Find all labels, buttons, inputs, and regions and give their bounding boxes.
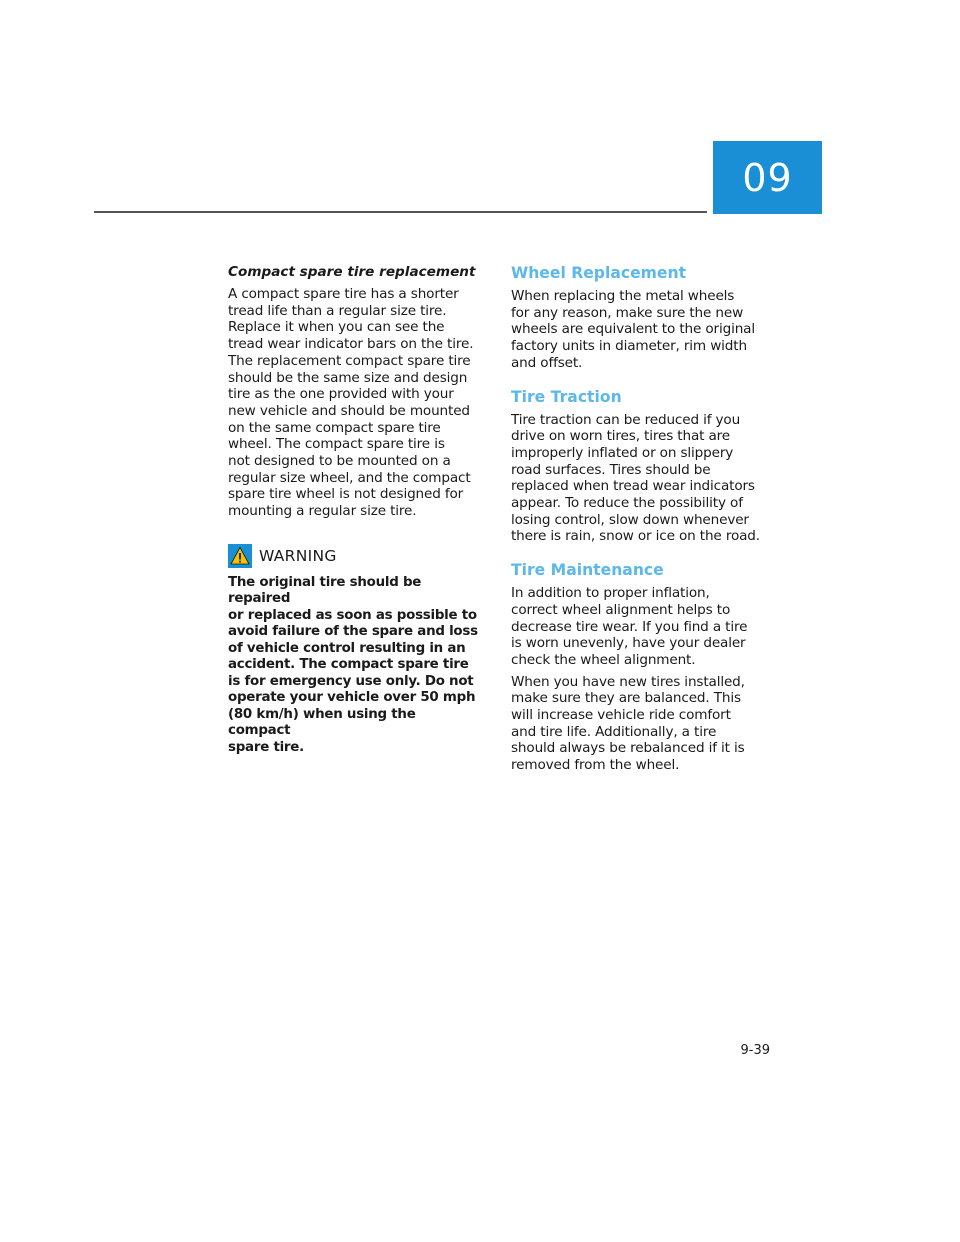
warning-header [228,544,480,568]
compact-spare-paragraph [228,286,480,520]
section-paragraph [511,674,769,774]
text-line: improperly inflated or on slippery [511,444,734,461]
text-line: Replace it when you can see the [228,319,445,336]
text-line: factory units in diameter, rim width [511,338,747,355]
left-column [228,264,480,756]
text-line: road surfaces. Tires should be [511,461,711,478]
text-line: on the same compact spare tire [228,419,441,436]
text-line: losing control, slow down whenever [511,511,749,528]
text-line: spare tire wheel is not designed for [228,486,464,503]
text-line: tread wear indicator bars on the tire. [228,336,474,353]
text-line: not designed to be mounted on a [228,453,451,470]
section-title: Wheel Replacement [511,264,687,282]
section-title: Tire Maintenance [511,561,664,580]
text-line: and offset. [511,354,583,371]
text-line: make sure they are balanced. This [511,690,741,707]
header-rule [94,211,707,213]
warning-triangle-icon [228,544,252,568]
subheading-compact-spare: Compact spare tire replacement [228,264,476,280]
text-line: for any reason, make sure the new [511,304,744,321]
text-line: spare tire. [228,739,304,755]
text-line: and tire life. Additionally, a tire [511,723,717,740]
text-line: wheels are equivalent to the original [511,321,755,338]
text-line: is for emergency use only. Do not [228,673,474,689]
text-line: avoid failure of the spare and loss [228,624,478,640]
text-line: check the wheel alignment. [511,651,696,668]
text-line: accident. The compact spare tire [228,657,469,673]
text-line: will increase vehicle ride comfort [511,707,731,724]
text-line: mounting a regular size tire. [228,503,417,520]
text-line: When you have new tires installed, [511,673,745,690]
text-line: correct wheel alignment helps to [511,601,731,618]
section-wheel-replacement [511,264,769,372]
section-paragraph [511,412,769,546]
text-line: A compact spare tire has a shorter [228,286,459,302]
text-line: regular size wheel, and the compact [228,469,471,486]
section-title: Tire Traction [511,387,622,406]
text-line: appear. To reduce the possibility of [511,495,743,512]
section-paragraph [511,585,769,669]
text-line: When replacing the metal wheels [511,288,735,304]
page-number: 9-39 [740,1043,770,1058]
text-line: tread life than a regular size tire. [228,302,447,319]
text-line: should be the same size and design [228,369,468,386]
text-line: is worn unevenly, have your dealer [511,635,746,652]
text-line: should always be rebalanced if it is [511,740,745,757]
text-line: (80 km/h) when using the compact [228,706,416,739]
chapter-tab: 09 [713,141,822,214]
section-tire-maintenance [511,561,769,774]
section-paragraph [511,288,769,372]
text-line: operate your vehicle over 50 mph [228,690,476,706]
text-line: wheel. The compact spare tire is [228,436,445,453]
right-column [511,264,769,774]
text-line: removed from the wheel. [511,757,680,774]
text-line: or replaced as soon as possible to [228,607,477,623]
text-line: drive on worn tires, tires that are [511,428,731,445]
text-line: replaced when tread wear indicators [511,478,755,495]
text-line: The replacement compact spare tire [228,352,471,369]
text-line: The original tire should be repaired [228,574,422,607]
text-line: of vehicle control resulting in an [228,640,466,656]
text-line: Tire traction can be reduced if you [511,411,741,428]
section-tire-traction [511,388,769,546]
text-line: In addition to proper inflation, [511,585,710,602]
warning-body [228,575,480,757]
text-line: new vehicle and should be mounted [228,402,470,419]
text-line: there is rain, snow or ice on the road. [511,528,760,545]
text-line: tire as the one provided with your [228,386,454,403]
warning-title: WARNING [259,546,337,565]
text-line: decrease tire wear. If you find a tire [511,618,748,635]
